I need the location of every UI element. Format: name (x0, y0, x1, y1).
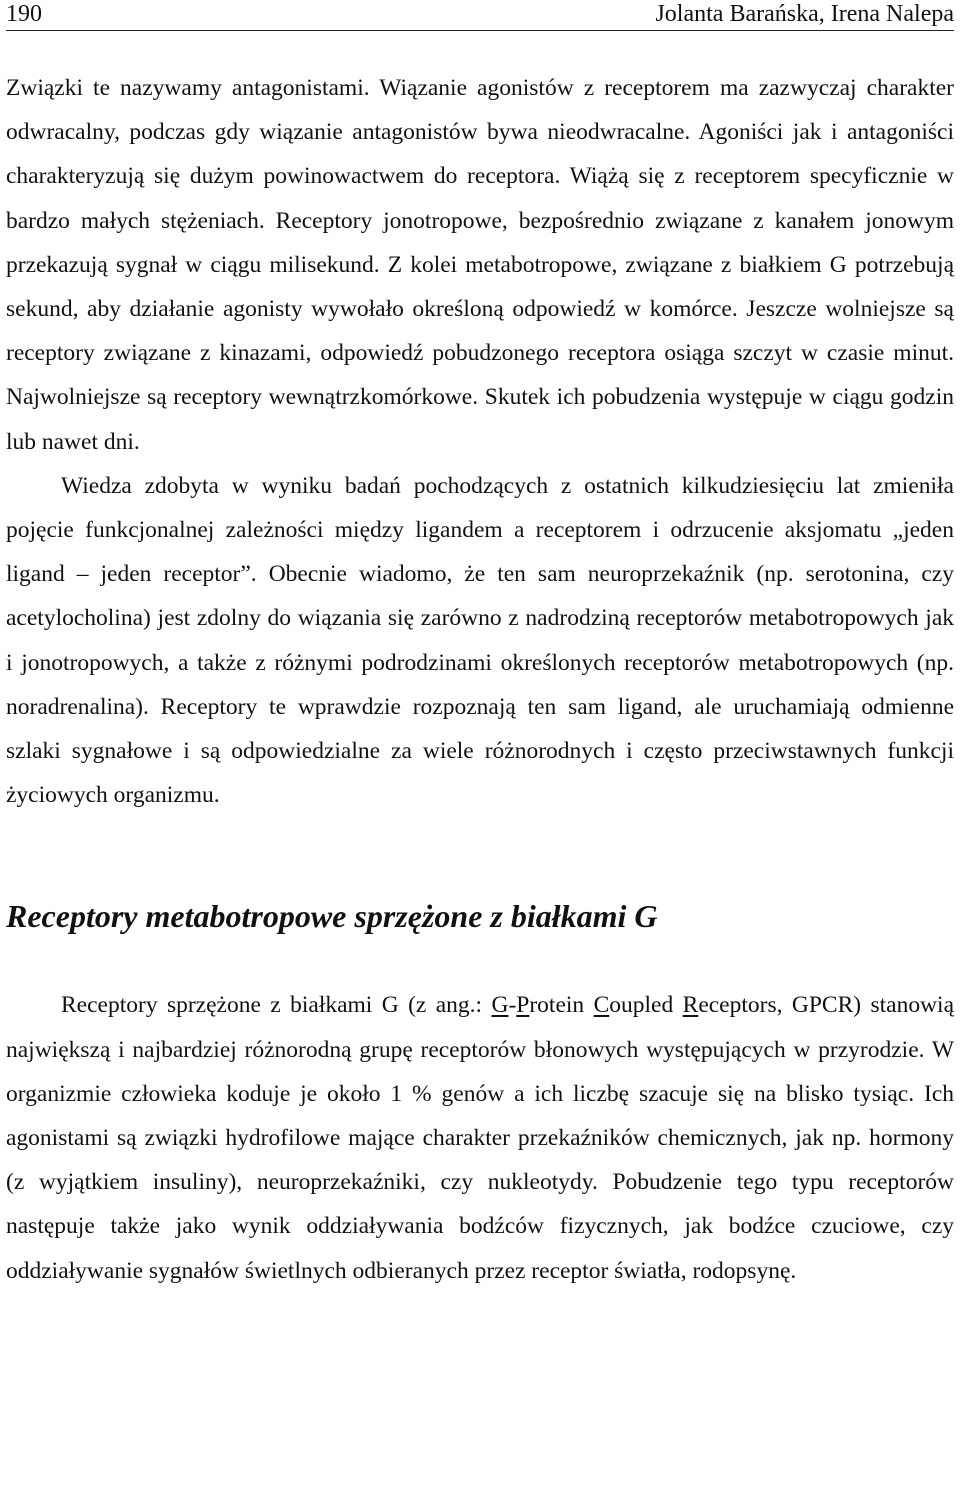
page-number: 190 (6, 1, 42, 27)
paragraph-antagonists: Związki te nazywamy antagonistami. Wiązanie agonistów z receptorem ma zazwyczaj charakter odwracalny, podczas gdy wiązanie antagonistów bywa nieodwracalne. Agoniści jak i antagoniści charakteryzują się dużym powinowactwem do receptora. Wiążą się z receptorem specyficznie w bardzo małych stężeniach. Receptory jonotropowe, bezpośrednio związane z kanałem jonowym przekazują sygnał w ciągu milisekund. Z kolei metabotropowe, związane z białkiem G potrzebują sekund, aby działanie agonisty wywołało określoną odpowiedź w komórce. Jeszcze wolniejsze są receptory związane z kinazami, odpowiedź pobudzonego receptora osiąga szczyt w czasie minut. Najwolniejsze są receptory wewnątrzkomórkowe. Skutek ich pobudzenia występuje w ciągu godzin lub nawet dni. (6, 75, 954, 455)
acronym-word-protein: rotein (529, 992, 594, 1019)
acronym-letter-g: G (491, 992, 509, 1019)
gpcr-text-rest: eceptors, GPCR) stanowią największą i najbardziej różnorodną grupę receptorów błonowych występujących w przyrodzie. W organizmie człowieka koduje je około 1 % genów a ich liczbę szacuje się na blisko tysiąc. Ich agonistami są związki hydrofilowe mające charakter przekaźników chemicznych, jak np. hormony (z wyjątkiem insuliny), neuroprzekaźniki, czy nukleotydy. Pobudzenie tego typu receptorów następuje także jako wynik oddziaływania bodźców fizycznych, jak bodźce czuciowe, czy oddziaływanie sygnałów świetlnych odbieranych przez receptor światła, rodopsynę. (6, 992, 955, 1284)
acronym-letter-p: P (516, 992, 530, 1019)
running-header (6, 0, 954, 31)
acronym-dash: - (508, 992, 517, 1019)
acronym-letter-r: R (682, 992, 699, 1019)
paragraph-gpcr (6, 983, 954, 1292)
acronym-word-coupled: oupled (609, 992, 683, 1019)
paragraph-ligand-receptor: Wiedza zdobyta w wyniku badań pochodzących z ostatnich kilkudziesięciu lat zmieniła pojęcie funkcjonalnej zależności między ligandem a receptorem i odrzucenie aksjomatu „jeden ligand – jeden receptor”. Obecnie wiadomo, że ten sam neuroprzekaźnik (np. serotonina, czy acetylocholina) jest zdolny do wiązania się zarówno z nadrodziną receptorów metabotropowych jak i jonotropowych, a także z różnymi podrodzinami określonych receptorów metabotropowych (np. noradrenalina). Receptory te wprawdzie rozpoznają ten sam ligand, ale uruchamiają odmienne szlaki sygnałowe i są odpowiedzialne za wiele różnorodnych i często przeciwstawnych funkcji życiowych organizmu. (6, 472, 954, 809)
gpcr-text-lead: Receptory sprzężone z białkami G (z ang.: (61, 992, 492, 1019)
running-header-authors: Jolanta Barańska, Irena Nalepa (655, 1, 954, 27)
body-text (6, 66, 954, 1293)
section-heading: Receptory metabotropowe sprzężone z białkami G (6, 898, 658, 935)
acronym-letter-c: C (593, 992, 610, 1019)
